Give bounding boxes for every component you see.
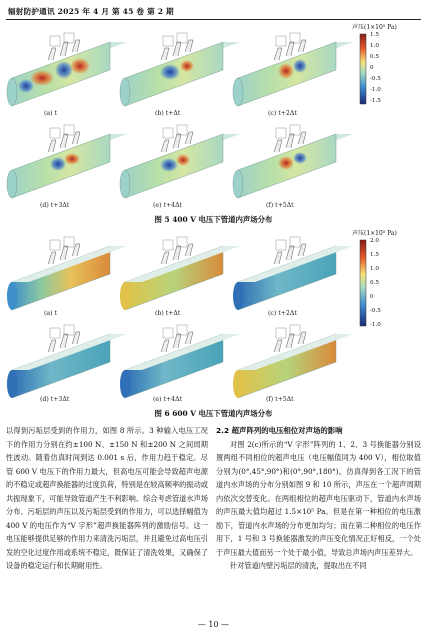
colorbar-tick: -1.5 bbox=[370, 98, 381, 104]
colorbar-tick: 0 bbox=[370, 65, 374, 71]
figure-6 bbox=[0, 228, 427, 406]
colorbar-tick: 0.5 bbox=[370, 280, 379, 286]
colorbar-tick: -0.5 bbox=[370, 308, 381, 314]
panel-label: (a) t bbox=[44, 110, 57, 117]
colorbar-tick: 0 bbox=[370, 294, 374, 300]
panel-label: (a) t bbox=[44, 310, 57, 317]
right-column bbox=[216, 424, 421, 573]
figure-5 bbox=[0, 22, 427, 212]
left-column-text: 以得到污垢层受到的作用力，如图 8 所示。3 种输入电压工况下的作用力分别在约±100 N、±150 N 和±200 N 之间周期性波动。随着仿真时间到达 0.001 s 后，作用力趋于稳定。尽管 600 V 电压下的作用力最大，但高电压可能会导致超声电源的不稳定或超声换能器的过度负荷，特别是在较高频率的振动或共振现象下，可能导致管道产生不利影响。综合考虑管道水声场分布、污垢层的声压以及污垢层受到的作用力，可以选择幅值为 400 V 的电压作为“V 字形”超声换能器阵列的激励信号。这一电压能够提供足够的作用力来清洗污垢层，并且避免过高电压引发的空化过度作用或系统不稳定，既保证了清洗效果，又确保了设备的稳定运行和长期耐用性。 bbox=[6, 426, 208, 570]
figure-6-caption: 图 6 600 V 电压下管道内声场分布 bbox=[154, 409, 273, 418]
header-divider bbox=[6, 19, 421, 20]
colorbar-tick: -0.5 bbox=[370, 76, 381, 82]
panel-label: (d) t+3Δt bbox=[40, 396, 70, 403]
colorbar-title: 声压(1×10⁵ Pa) bbox=[352, 230, 397, 237]
panel-label: (e) t+4Δt bbox=[153, 202, 183, 209]
colorbar-tick: 1.0 bbox=[370, 266, 379, 272]
colorbar-tick: 1.0 bbox=[370, 43, 379, 49]
page-number: — 10 — bbox=[197, 620, 230, 629]
colorbar-tick: 2.0 bbox=[370, 238, 379, 244]
colorbar-tick: 1.5 bbox=[370, 32, 379, 38]
figure-5-caption: 图 5 400 V 电压下管道内声场分布 bbox=[154, 215, 273, 224]
colorbar-tick: -1.0 bbox=[370, 87, 381, 93]
colorbar-6 bbox=[360, 240, 366, 326]
paragraph: 对图 2(c)所示的“V 字形”阵列的 1、2、3 号换能器分别设置两组不同相位的超声电压（电压幅值同为 400 V），相位取值分别为(0°,45°,90°)和(0°,90°,180°)。仿真得到各工况下的管道内水声场的分布分别如图 9 和 10 所示，声压在一个超声周期内依次交替变化。在两组相位的超声电压驱动下，管道内水声场的声压最大值均超过 1.5×10⁵ Pa。但是在第一种相位的电压激励下，管道内水声场的分布更加均匀；而在第二种相位的电压作用下，1 号和 3 号换能器激发的声压变化情况正好相反，一个处于声压最大值而另一个处于最小值，导致总声场内声压差异大。 bbox=[216, 439, 421, 557]
panel-label: (c) t+2Δt bbox=[268, 110, 297, 117]
colorbar-tick: 0.5 bbox=[370, 54, 379, 60]
colorbar-tick: 1.5 bbox=[370, 252, 379, 258]
panel-label: (c) t+2Δt bbox=[268, 310, 297, 317]
panel-label: (f) t+5Δt bbox=[266, 396, 294, 403]
section-heading: 2.2 超声阵列的电压相位对声场的影响 bbox=[216, 426, 343, 435]
panel-label: (b) t+Δt bbox=[155, 310, 181, 317]
colorbar-tick: -1.0 bbox=[370, 322, 381, 328]
figure-6-image bbox=[0, 228, 427, 406]
panel-label: (d) t+3Δt bbox=[40, 202, 70, 209]
journal-header: 辐射防护通讯 2025 年 4 月 第 45 卷 第 2 期 bbox=[8, 7, 174, 16]
panel-label: (b) t+Δt bbox=[155, 110, 181, 117]
colorbar-title: 声压(1×10⁵ Pa) bbox=[352, 24, 397, 31]
paragraph: 针对管道内壁污垢层的清洗，提取出在不同 bbox=[230, 561, 367, 570]
colorbar-5 bbox=[360, 34, 366, 104]
figure-5-image bbox=[0, 22, 427, 212]
panel-label: (e) t+4Δt bbox=[153, 396, 183, 403]
panel-label: (f) t+5Δt bbox=[266, 202, 294, 209]
